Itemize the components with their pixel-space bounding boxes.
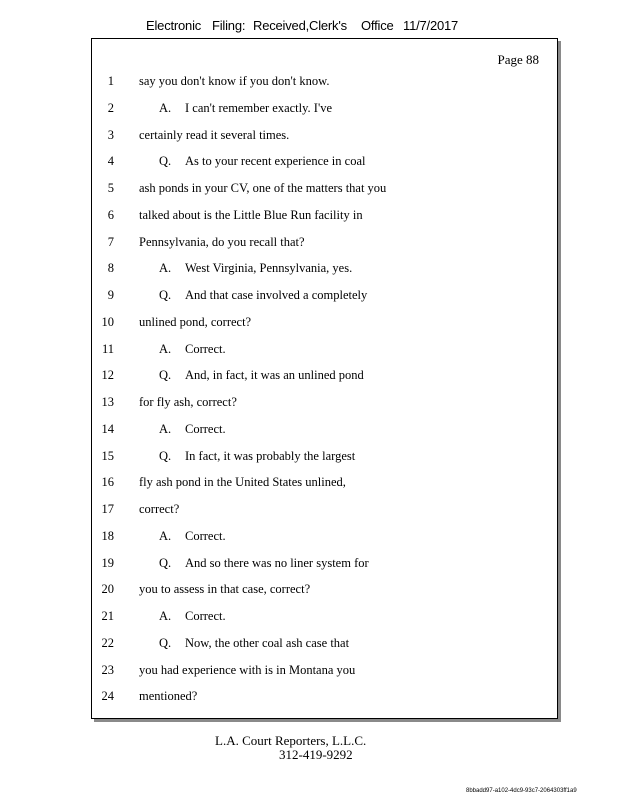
filing-stamp-word-3: Received,Clerk's [253,18,347,33]
line-content: In fact, it was probably the largest [185,448,356,463]
line-content: I can't remember exactly. I've [185,100,333,115]
line-number: 22 [101,635,114,650]
line-content: you to assess in that case, correct? [139,582,311,597]
line-number: 1 [107,74,114,88]
speaker-label: Q. [159,555,172,570]
line-number: 9 [107,288,114,302]
line-text [139,74,330,89]
speaker-label: A. [159,528,172,543]
line-content: As to your recent experience in coal [185,154,366,169]
filing-stamp-word-2: Filing: [212,18,246,33]
line-content: certainly read it several times. [139,127,290,142]
page-number: Page 88 [497,52,539,67]
speaker-label: A. [159,341,172,356]
line-content: Now, the other coal ash case that [185,635,350,650]
speaker-label: Q. [159,288,172,302]
line-content: mentioned? [139,689,198,704]
line-text [159,529,226,544]
document-hash: 8bbadd97-a102-4dc9-93c7-2064303ff1a9 [466,788,577,794]
speaker-label: A. [159,261,172,276]
line-number: 19 [101,555,114,570]
line-number: 24 [101,689,114,704]
filing-stamp-word-4: Office [361,18,394,33]
line-content: talked about is the Little Blue Run facility in [139,207,363,222]
line-content: And that case involved a completely [185,288,368,302]
line-text [139,128,289,143]
line-number: 16 [101,475,114,490]
line-number: 10 [101,314,114,329]
line-content: Correct. [185,421,226,436]
line-number: 7 [107,234,114,249]
line-content: West Virginia, Pennsylvania, yes. [185,261,353,276]
line-text [159,261,352,276]
line-number: 17 [101,502,114,516]
line-text [159,368,364,383]
speaker-label: A. [159,609,172,623]
line-content: Correct. [185,528,226,543]
line-number: 11 [101,341,114,356]
line-text [159,422,226,437]
line-number: 2 [107,100,114,115]
line-text [159,556,369,571]
line-number: 13 [101,395,114,409]
line-text [139,582,310,597]
line-content: And so there was no liner system for [185,555,369,570]
line-text [159,449,355,464]
line-content: Correct. [185,341,226,356]
line-content: say you don't know if you don't know. [139,74,330,88]
line-number: 5 [107,181,114,195]
line-text [159,636,349,651]
line-number: 20 [101,582,114,597]
line-text [159,101,332,116]
line-content: Pennsylvania, do you recall that? [139,234,305,249]
filing-stamp-date: 11/7/2017 [403,18,459,33]
line-text [159,609,226,624]
line-content: unlined pond, correct? [139,314,252,329]
speaker-label: A. [159,421,172,436]
line-text [159,154,365,169]
speaker-label: A. [159,100,172,115]
line-number: 23 [101,662,114,677]
line-text [159,342,226,357]
line-text [139,689,197,704]
court-reporter-name: L.A. Court Reporters, L.L.C. [215,733,367,748]
court-reporter-phone: 312-419-9292 [279,747,353,762]
line-text [139,208,363,223]
line-content: correct? [139,502,180,516]
line-text [159,288,367,303]
line-text [139,181,386,196]
line-text [139,235,305,250]
line-content: ash ponds in your CV, one of the matters that you [139,181,387,195]
line-content: for fly ash, correct? [139,395,237,409]
line-text [139,315,251,330]
line-number: 4 [107,154,114,169]
line-number: 21 [101,609,114,623]
line-number: 15 [101,448,114,463]
filing-stamp-word-1: Electronic [146,18,202,33]
line-number: 3 [107,127,114,142]
speaker-label: Q. [159,448,172,463]
speaker-label: Q. [159,154,172,169]
line-number: 8 [107,261,114,276]
line-text [139,663,355,678]
line-number: 14 [101,421,114,436]
line-text [139,475,346,490]
line-content: you had experience with is in Montana you [139,662,356,677]
line-number: 12 [101,368,114,383]
speaker-label: Q. [159,635,172,650]
transcript-page [91,38,558,719]
line-text [139,502,179,517]
line-content: And, in fact, it was an unlined pond [185,368,364,383]
line-number: 6 [107,207,114,222]
filing-stamp-header [146,18,458,33]
line-content: Correct. [185,609,226,623]
line-content: fly ash pond in the United States unlined, [139,475,346,490]
line-text [139,395,237,410]
speaker-label: Q. [159,368,172,383]
line-number: 18 [101,528,114,543]
